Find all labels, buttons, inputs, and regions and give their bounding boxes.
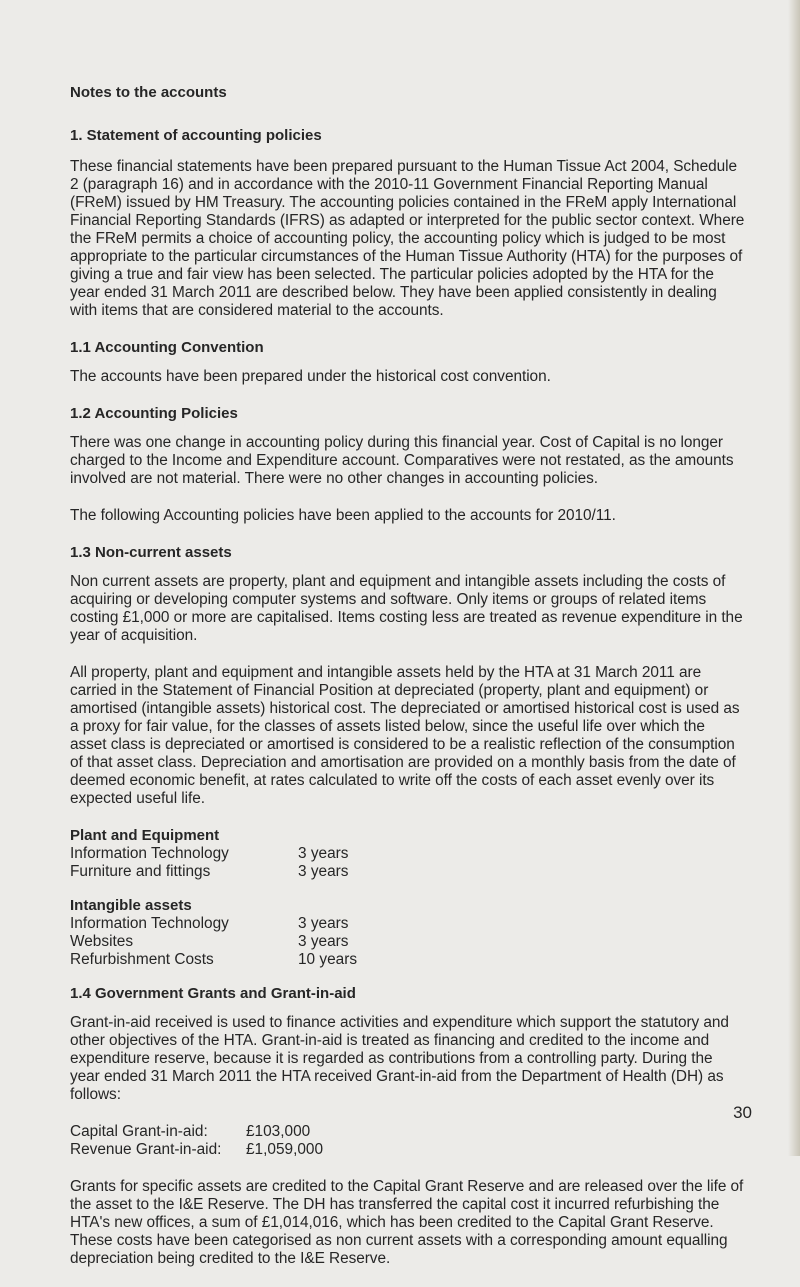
asset-life-value: 3 years	[298, 845, 349, 862]
section-1-3-body-2: All property, plant and equipment and intangible assets held by the HTA at 31 March 2011 are carried in the Statement of Financial Position at depreciated (property, plant and equipment) or amortised (intangible assets) historical cost. The depreciated or amortised historical cost is used as a proxy for fair value, for the classes of assets listed below, since the useful life over which the asset class is depreciated or amortised is considered to be a realistic reflection of the consumption of that asset class. Depreciation and amortisation are provided on a monthly basis from the date of deemed economic benefit, at rates calculated to write off the costs of each asset evenly over its expected useful life.	[70, 664, 740, 807]
asset-life-value: 3 years	[298, 863, 349, 880]
page-edge-shadow	[788, 0, 800, 1156]
asset-life-value: 3 years	[298, 915, 349, 932]
grant-label: Revenue Grant-in-aid:	[70, 1141, 222, 1158]
section-1-2-heading: 1.2 Accounting Policies	[70, 405, 238, 422]
asset-class-label: Furniture and fittings	[70, 863, 211, 880]
asset-class-label: Refurbishment Costs	[70, 951, 214, 968]
page-title: Notes to the accounts	[70, 84, 227, 101]
plant-equipment-heading: Plant and Equipment	[70, 827, 220, 844]
table-row	[70, 915, 357, 933]
plant-equipment-table	[70, 845, 348, 881]
section-1-3-heading: 1.3 Non-current assets	[70, 544, 232, 561]
page-number: 30	[733, 1103, 752, 1122]
intangible-assets-table	[70, 915, 357, 969]
section-1-4-body-1: Grant-in-aid received is used to finance activities and expenditure which support the statutory and other objectives of the HTA. Grant-in-aid is treated as financing and credited to the income and expenditure reserve, because it is regarded as contributions from a controlling party. During the year ended 31 March 2011 the HTA received Grant-in-aid from the Department of Health (DH) as follows:	[70, 1014, 729, 1103]
asset-life-value: 3 years	[298, 933, 349, 950]
table-row	[70, 863, 348, 881]
asset-life-value: 10 years	[298, 951, 358, 968]
intangible-assets-heading: Intangible assets	[70, 897, 192, 914]
grant-in-aid-table	[70, 1123, 323, 1159]
section-1-4-body-2: Grants for specific assets are credited to the Capital Grant Reserve and are released over the life of the asset to the I&E Reserve. The DH has transferred the capital cost it incurred refurbishing the HTA's new offices, a sum of £1,014,016, which has been credited to the Capital Grant Reserve. These costs have been categorised as non current assets with a corresponding amount equalling depreciation being credited to the I&E Reserve.	[70, 1178, 744, 1267]
table-row	[70, 951, 357, 969]
grant-amount: £1,059,000	[246, 1141, 324, 1158]
section-1-heading: 1. Statement of accounting policies	[70, 127, 322, 144]
section-1-3-body-1: Non current assets are property, plant and equipment and intangible assets including the costs of acquiring or developing computer systems and software. Only items or groups of related items costing £1,000 or more are capitalised. Items costing less are treated as revenue expenditure in the year of acquisition.	[70, 573, 743, 644]
asset-class-label: Websites	[70, 933, 134, 950]
table-row	[70, 1123, 323, 1141]
section-1-1-heading: 1.1 Accounting Convention	[70, 339, 264, 356]
page-content	[70, 84, 745, 1287]
asset-class-label: Information Technology	[70, 915, 229, 932]
grant-label: Capital Grant-in-aid:	[70, 1123, 208, 1140]
section-1-2-body-1: There was one change in accounting policy during this financial year. Cost of Capital is no longer charged to the Income and Expenditure account. Comparatives were not restated, as the amounts involved are not material. There were no other changes in accounting policies.	[70, 434, 734, 487]
section-1-4-heading: 1.4 Government Grants and Grant-in-aid	[70, 985, 356, 1002]
asset-class-label: Information Technology	[70, 845, 229, 862]
section-1-2-body-2: The following Accounting policies have been applied to the accounts for 2010/11.	[70, 507, 616, 524]
section-1-body: These financial statements have been prepared pursuant to the Human Tissue Act 2004, Schedule 2 (paragraph 16) and in accordance with the 2010-11 Government Financial Reporting Manual (FReM) issued by HM Treasury. The accounting policies contained in the FReM apply International Financial Reporting Standards (IFRS) as adapted or interpreted for the public sector context. Where the FReM permits a choice of accounting policy, the accounting policy which is judged to be most appropriate to the particular circumstances of the Human Tissue Authority (HTA) for the purposes of giving a true and fair view has been selected. The particular policies adopted by the HTA for the year ended 31 March 2011 are described below. They have been applied consistently in dealing with items that are considered material to the accounts.	[70, 158, 745, 319]
table-row	[70, 1141, 323, 1159]
grant-amount: £103,000	[246, 1123, 311, 1140]
section-1-1-body: The accounts have been prepared under the historical cost convention.	[70, 368, 551, 385]
table-row	[70, 845, 348, 863]
table-row	[70, 933, 357, 951]
